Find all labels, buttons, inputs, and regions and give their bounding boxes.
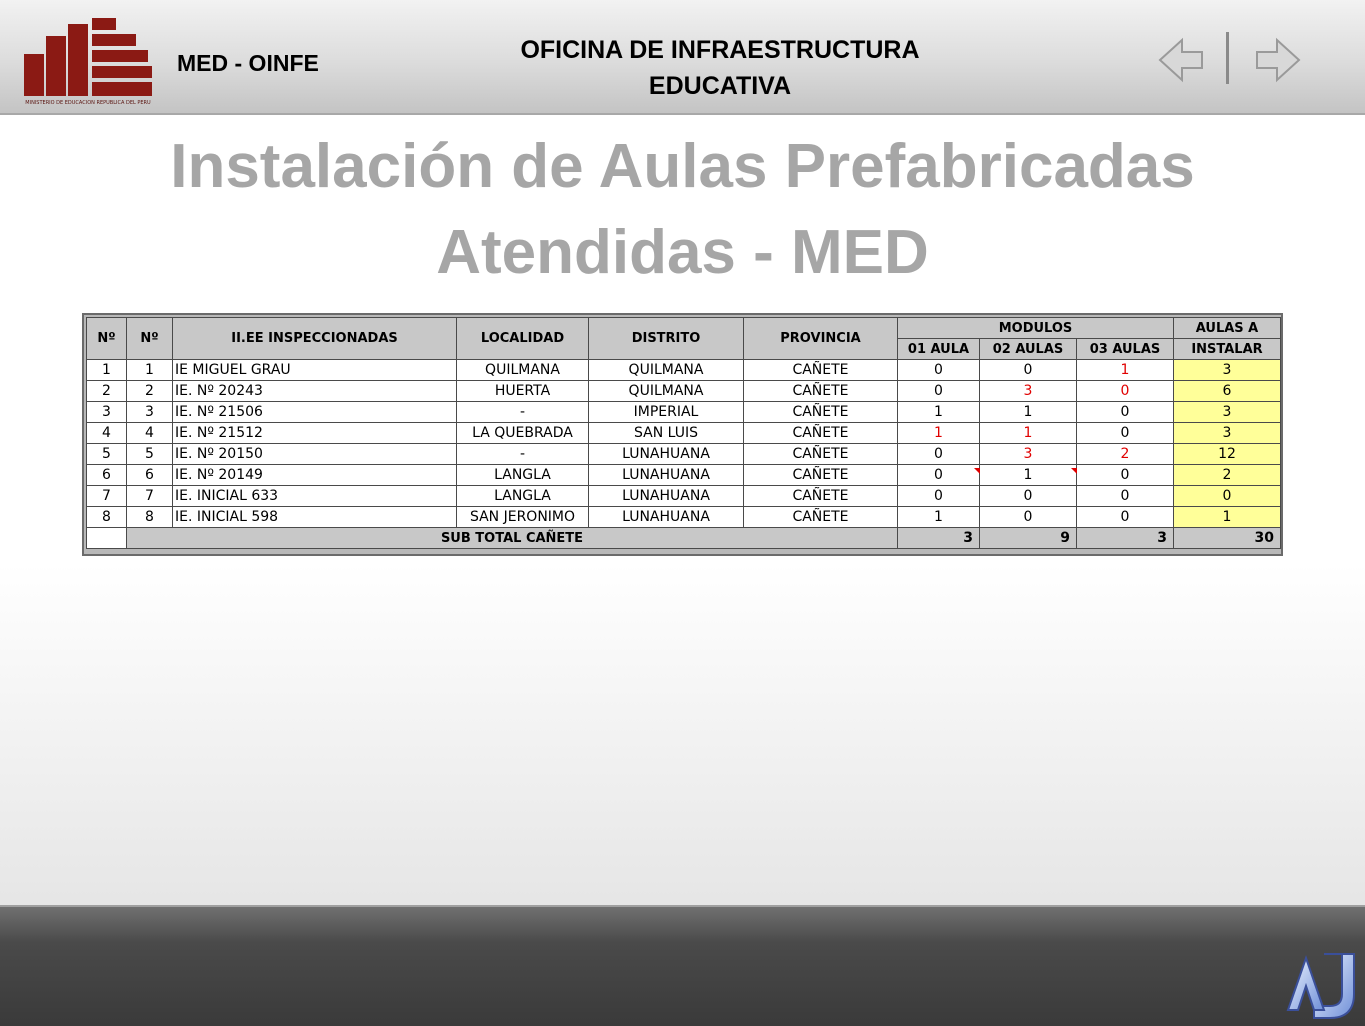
cell-locality: -: [457, 444, 589, 465]
cell-mod3: 1: [1077, 360, 1174, 381]
subtotal-total: 30: [1174, 528, 1281, 549]
cell-province: CAÑETE: [744, 507, 898, 528]
cell-n1: 1: [87, 360, 127, 381]
subtotal-mod1: 3: [898, 528, 980, 549]
cell-province: CAÑETE: [744, 360, 898, 381]
cell-total: 6: [1174, 381, 1281, 402]
header-install-line2: INSTALAR: [1174, 339, 1281, 360]
cell-province: CAÑETE: [744, 465, 898, 486]
cell-school: IE. INICIAL 633: [173, 486, 457, 507]
cell-locality: LA QUEBRADA: [457, 423, 589, 444]
subtotal-blank: [87, 528, 127, 549]
cell-total: 12: [1174, 444, 1281, 465]
header-row-1: [87, 318, 1281, 339]
cell-school: IE. Nº 20150: [173, 444, 457, 465]
header-district: DISTRITO: [589, 318, 744, 360]
cell-n1: 3: [87, 402, 127, 423]
header-mod1: 01 AULA: [898, 339, 980, 360]
cell-school: IE. Nº 20149: [173, 465, 457, 486]
cell-province: CAÑETE: [744, 486, 898, 507]
med-logo: [22, 16, 154, 108]
cell-mod2: 1: [980, 423, 1077, 444]
cell-mod2: 1: [980, 465, 1077, 486]
aulas-table: [86, 317, 1281, 549]
cell-mod1: 1: [898, 507, 980, 528]
arrow-right-icon[interactable]: [1253, 30, 1301, 90]
cell-n1: 6: [87, 465, 127, 486]
cell-district: QUILMANA: [589, 381, 744, 402]
cell-locality: LANGLA: [457, 465, 589, 486]
office-title-line1: OFICINA DE INFRAESTRUCTURA: [520, 36, 920, 64]
header-install-line1: AULAS A: [1174, 318, 1281, 339]
table-row: [87, 423, 1281, 444]
cell-district: IMPERIAL: [589, 402, 744, 423]
cell-mod2: 0: [980, 360, 1077, 381]
cell-district: QUILMANA: [589, 360, 744, 381]
spreadsheet-table-frame: [82, 313, 1283, 556]
cell-n2: 2: [127, 381, 173, 402]
subtotal-mod2: 9: [980, 528, 1077, 549]
header-mod2: 02 AULAS: [980, 339, 1077, 360]
cell-mod1: 0: [898, 360, 980, 381]
cell-mod3: 0: [1077, 507, 1174, 528]
cell-n1: 2: [87, 381, 127, 402]
office-title-line2: EDUCATIVA: [648, 72, 792, 100]
cell-mod3: 0: [1077, 381, 1174, 402]
cell-total: 3: [1174, 402, 1281, 423]
cell-mod2: 0: [980, 486, 1077, 507]
header-no2: Nº: [127, 318, 173, 360]
cell-province: CAÑETE: [744, 402, 898, 423]
comment-marker[interactable]: [974, 468, 980, 474]
cell-mod1: 0: [898, 465, 980, 486]
header-locality: LOCALIDAD: [457, 318, 589, 360]
cell-mod1: 0: [898, 486, 980, 507]
page-title-line2: Atendidas - MED: [436, 218, 929, 287]
top-header-bar: [0, 0, 1365, 115]
cell-mod1: 0: [898, 444, 980, 465]
subtotal-mod3: 3: [1077, 528, 1174, 549]
header-school: II.EE INSPECCIONADAS: [173, 318, 457, 360]
header-no1: Nº: [87, 318, 127, 360]
cell-n2: 3: [127, 402, 173, 423]
cell-locality: QUILMANA: [457, 360, 589, 381]
cell-locality: SAN JERONIMO: [457, 507, 589, 528]
cell-n2: 8: [127, 507, 173, 528]
subtotal-label: SUB TOTAL CAÑETE: [127, 528, 898, 549]
cell-mod1: 1: [898, 423, 980, 444]
logo-caption: MINISTERIO DE EDUCACION REPUBLICA DEL PERU: [25, 100, 151, 106]
cell-school: IE MIGUEL GRAU: [173, 360, 457, 381]
bottom-footer-bar: [0, 905, 1365, 1026]
cell-district: LUNAHUANA: [589, 465, 744, 486]
cell-mod3: 0: [1077, 486, 1174, 507]
table-row: [87, 465, 1281, 486]
cell-locality: LANGLA: [457, 486, 589, 507]
comment-marker[interactable]: [1071, 468, 1077, 474]
med-oinfe-label: MED - OINFE: [177, 50, 319, 76]
cell-school: IE. Nº 20243: [173, 381, 457, 402]
cell-n1: 7: [87, 486, 127, 507]
cell-total: 2: [1174, 465, 1281, 486]
arrow-left-icon[interactable]: [1158, 30, 1206, 90]
cell-school: IE. Nº 21506: [173, 402, 457, 423]
cell-n1: 8: [87, 507, 127, 528]
header-modules: MODULOS: [898, 318, 1174, 339]
cell-n2: 7: [127, 486, 173, 507]
cell-mod2: 1: [980, 402, 1077, 423]
cell-province: CAÑETE: [744, 423, 898, 444]
cell-n1: 5: [87, 444, 127, 465]
office-title: [430, 32, 1010, 104]
cell-mod1: 1: [898, 402, 980, 423]
cell-province: CAÑETE: [744, 444, 898, 465]
cell-n1: 4: [87, 423, 127, 444]
cell-province: CAÑETE: [744, 381, 898, 402]
subtotal-row: [87, 528, 1281, 549]
header-province: PROVINCIA: [744, 318, 898, 360]
cell-mod2: 3: [980, 444, 1077, 465]
cell-locality: HUERTA: [457, 381, 589, 402]
cell-mod3: 0: [1077, 423, 1174, 444]
page-title-line1: Instalación de Aulas Prefabricadas: [170, 132, 1195, 201]
cell-district: LUNAHUANA: [589, 486, 744, 507]
cell-school: IE. Nº 21512: [173, 423, 457, 444]
cell-n2: 1: [127, 360, 173, 381]
cell-mod3: 0: [1077, 465, 1174, 486]
nav-separator: [1226, 32, 1229, 84]
page-title: [0, 124, 1365, 296]
cell-locality: -: [457, 402, 589, 423]
table-row: [87, 444, 1281, 465]
table-row: [87, 486, 1281, 507]
table-row: [87, 402, 1281, 423]
return-home-icon[interactable]: [1284, 950, 1360, 1022]
cell-mod1: 0: [898, 381, 980, 402]
cell-total: 3: [1174, 423, 1281, 444]
cell-total: 0: [1174, 486, 1281, 507]
cell-district: LUNAHUANA: [589, 507, 744, 528]
table-row: [87, 360, 1281, 381]
cell-n2: 4: [127, 423, 173, 444]
cell-school: IE. INICIAL 598: [173, 507, 457, 528]
cell-mod2: 0: [980, 507, 1077, 528]
header-mod3: 03 AULAS: [1077, 339, 1174, 360]
cell-district: LUNAHUANA: [589, 444, 744, 465]
cell-total: 1: [1174, 507, 1281, 528]
cell-total: 3: [1174, 360, 1281, 381]
cell-district: SAN LUIS: [589, 423, 744, 444]
cell-mod3: 0: [1077, 402, 1174, 423]
cell-n2: 6: [127, 465, 173, 486]
table-row: [87, 381, 1281, 402]
cell-mod3: 2: [1077, 444, 1174, 465]
table-row: [87, 507, 1281, 528]
cell-n2: 5: [127, 444, 173, 465]
cell-mod2: 3: [980, 381, 1077, 402]
